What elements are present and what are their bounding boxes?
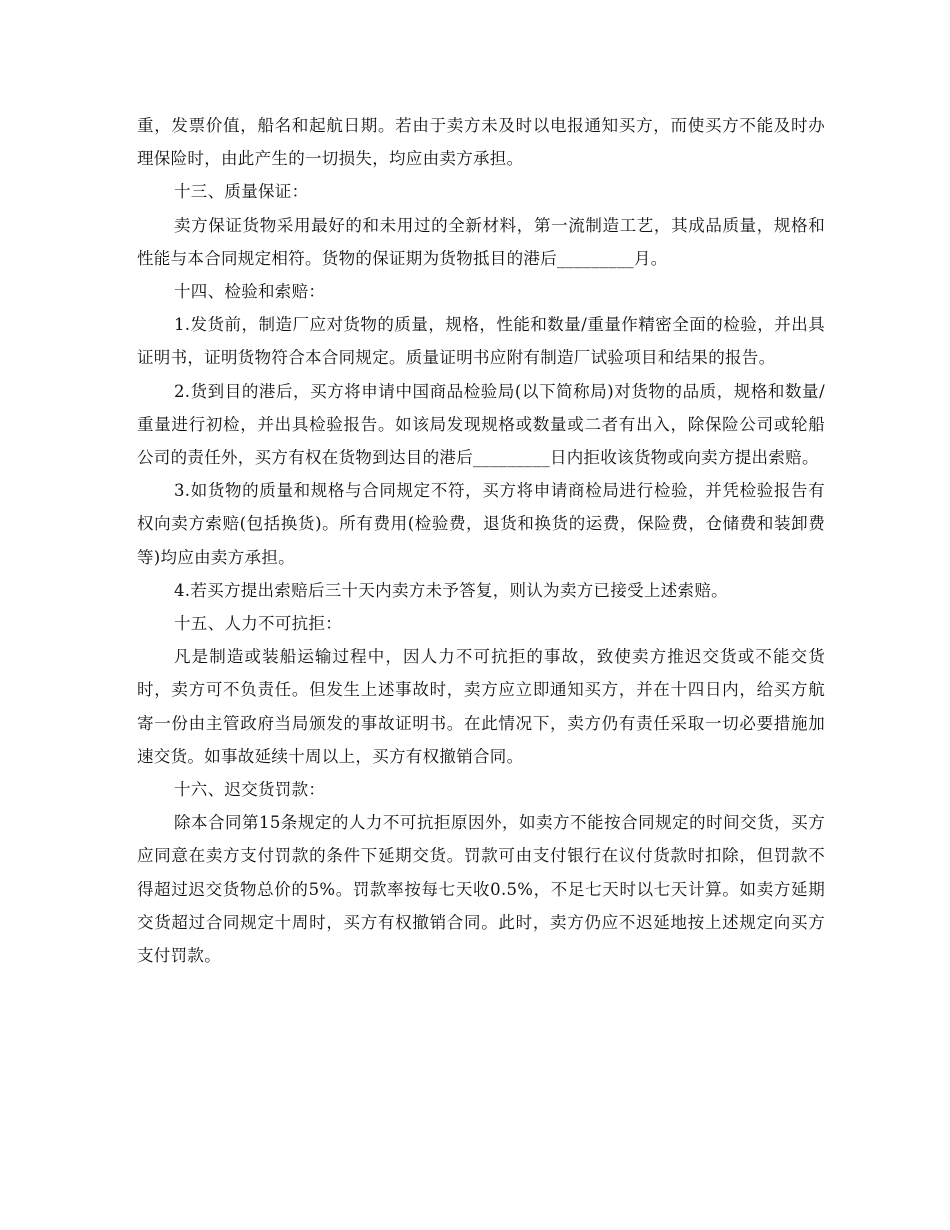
paragraph-late-delivery-penalty: 除本合同第15条规定的人力不可抗拒原因外，如卖方不能按合同规定的时间交货，买方应同意在卖方支付罚款的条件下延期交货。罚款可由支付银行在议付货款时扣除，但罚款不得超过迟交货物总价的5%。罚款率按每七天收0.5%，不足七天时以七天计算。如卖方延期交货超过合同规定十周时，买方有权撤销合同。此时，卖方仍应不迟延地按上述规定向买方支付罚款。	[137, 813, 825, 966]
paragraph-force-majeure: 凡是制造或装船运输过程中，因人力不可抗拒的事故，致使卖方推迟交货或不能交货时，卖方可不负责任。但发生上述事故时，卖方应立即通知买方，并在十四日内，给买方航寄一份由主管政府当局颁发的事故证明书。在此情况下，卖方仍有责任采取一切必要措施加速交货。如事故延续十周以上，买方有权撤销合同。	[137, 647, 825, 766]
paragraph-inspection-1: 1.发货前，制造厂应对货物的质量，规格，性能和数量/重量作精密全面的检验，并出具证明书，证明货物符合本合同规定。质量证明书应附有制造厂试验项目和结果的报告。	[137, 315, 825, 368]
section-heading-13: 十三、质量保证：	[174, 182, 309, 202]
paragraph-continuation: 重，发票价值，船名和起航日期。若由于卖方未及时以电报通知买方，而使买方不能及时办理保险时，由此产生的一切损失，均应由卖方承担。	[137, 116, 825, 169]
paragraph-quality-guarantee: 卖方保证货物采用最好的和未用过的全新材料，第一流制造工艺，其成品质量，规格和性能与本合同规定相符。货物的保证期为货物抵目的港后_________月。	[137, 215, 825, 268]
paragraph-inspection-4: 4.若买方提出索赔后三十天内卖方未予答复，则认为卖方已接受上述索赔。	[174, 580, 728, 600]
section-heading-15: 十五、人力不可抗拒：	[174, 614, 342, 634]
section-heading-14: 十四、检验和索赔：	[174, 282, 326, 302]
document-page	[137, 109, 825, 972]
section-heading-16: 十六、迟交货罚款：	[174, 780, 326, 800]
paragraph-inspection-2: 2.货到目的港后，买方将申请中国商品检验局(以下简称局)对货物的品质，规格和数量/重量进行初检，并出具检验报告。如该局发现规格或数量或二者有出入，除保险公司或轮船公司的责任外，买方有权在货物到达目的港后_________日内拒收该货物或向卖方提出索赔。	[137, 381, 825, 468]
paragraph-inspection-3: 3.如货物的质量和规格与合同规定不符，买方将申请商检局进行检验，并凭检验报告有权向卖方索赔(包括换货)。所有费用(检验费，退货和换货的运费，保险费，仓储费和装卸费等)均应由卖方承担。	[137, 481, 825, 567]
